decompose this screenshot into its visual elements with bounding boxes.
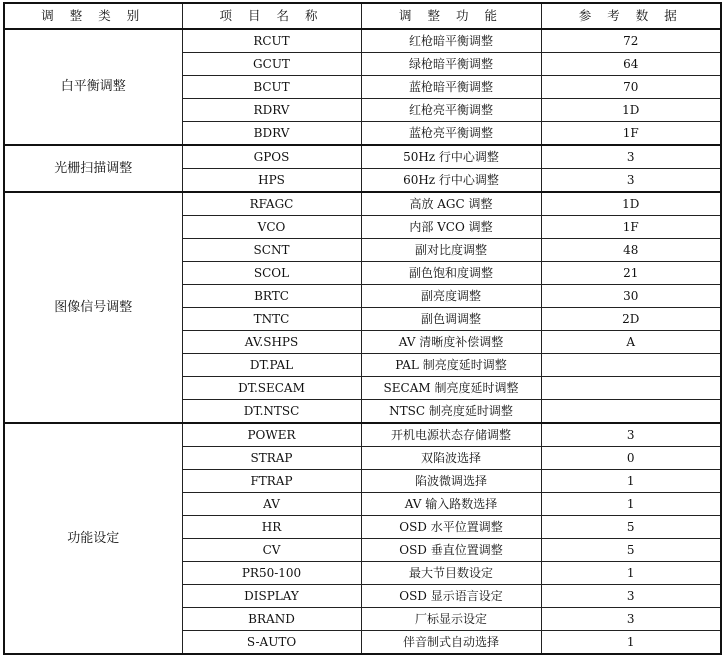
value-cell: 0 [541,447,721,470]
function-cell: 内部 VCO 调整 [361,216,541,239]
function-cell: AV 输入路数选择 [361,493,541,516]
function-cell: OSD 显示语言设定 [361,585,541,608]
value-cell: 21 [541,262,721,285]
value-cell: 3 [541,145,721,169]
item-cell: AV.SHPS [182,331,361,354]
function-cell: 蓝枪亮平衡调整 [361,122,541,146]
header-function: 调 整 功 能 [361,3,541,29]
item-cell: BRTC [182,285,361,308]
item-cell: BDRV [182,122,361,146]
item-cell: GCUT [182,53,361,76]
value-cell: 1D [541,192,721,216]
function-cell: AV 清晰度补偿调整 [361,331,541,354]
value-cell: 1 [541,631,721,655]
header-value: 参 考 数 据 [541,3,721,29]
function-cell: 50Hz 行中心调整 [361,145,541,169]
function-cell: 副亮度调整 [361,285,541,308]
item-cell: AV [182,493,361,516]
function-cell: 绿枪暗平衡调整 [361,53,541,76]
function-cell: NTSC 制亮度延时调整 [361,400,541,424]
function-cell: 双陷波选择 [361,447,541,470]
value-cell: 64 [541,53,721,76]
item-cell: POWER [182,423,361,447]
item-cell: S-AUTO [182,631,361,655]
function-cell: 开机电源状态存储调整 [361,423,541,447]
value-cell: 30 [541,285,721,308]
function-cell: OSD 水平位置调整 [361,516,541,539]
value-cell: 1F [541,216,721,239]
value-cell [541,400,721,424]
value-cell: 1F [541,122,721,146]
category-cell: 图像信号调整 [4,192,182,423]
function-cell: 厂标显示设定 [361,608,541,631]
value-cell: 1 [541,562,721,585]
item-cell: DISPLAY [182,585,361,608]
table-body [4,29,721,654]
item-cell: SCOL [182,262,361,285]
value-cell: 3 [541,423,721,447]
value-cell: 70 [541,76,721,99]
table-row [4,192,721,216]
table-row [4,29,721,53]
function-cell: 蓝枪暗平衡调整 [361,76,541,99]
function-cell: SECAM 制亮度延时调整 [361,377,541,400]
header-row [4,3,721,29]
item-cell: BCUT [182,76,361,99]
function-cell: 副色饱和度调整 [361,262,541,285]
category-cell: 白平衡调整 [4,29,182,145]
value-cell: 1 [541,470,721,493]
value-cell: 72 [541,29,721,53]
item-cell: SCNT [182,239,361,262]
value-cell: 5 [541,539,721,562]
function-cell: 副对比度调整 [361,239,541,262]
value-cell: 5 [541,516,721,539]
item-cell: GPOS [182,145,361,169]
function-cell: PAL 制亮度延时调整 [361,354,541,377]
item-cell: BRAND [182,608,361,631]
item-cell: RFAGC [182,192,361,216]
category-cell: 光栅扫描调整 [4,145,182,192]
item-cell: DT.PAL [182,354,361,377]
item-cell: PR50-100 [182,562,361,585]
item-cell: HPS [182,169,361,193]
item-cell: DT.SECAM [182,377,361,400]
function-cell: 红枪暗平衡调整 [361,29,541,53]
function-cell: 高放 AGC 调整 [361,192,541,216]
adjustment-table [3,2,722,655]
item-cell: FTRAP [182,470,361,493]
value-cell: A [541,331,721,354]
header-category: 调 整 类 别 [4,3,182,29]
function-cell: 60Hz 行中心调整 [361,169,541,193]
table-row [4,145,721,169]
item-cell: CV [182,539,361,562]
value-cell: 3 [541,585,721,608]
value-cell [541,377,721,400]
function-cell: 最大节目数设定 [361,562,541,585]
function-cell: 副色调调整 [361,308,541,331]
function-cell: OSD 垂直位置调整 [361,539,541,562]
value-cell: 1 [541,493,721,516]
item-cell: TNTC [182,308,361,331]
item-cell: RDRV [182,99,361,122]
item-cell: DT.NTSC [182,400,361,424]
value-cell: 1D [541,99,721,122]
function-cell: 陷波微调选择 [361,470,541,493]
header-item: 项 目 名 称 [182,3,361,29]
item-cell: VCO [182,216,361,239]
value-cell: 2D [541,308,721,331]
function-cell: 红枪亮平衡调整 [361,99,541,122]
item-cell: STRAP [182,447,361,470]
function-cell: 伴音制式自动选择 [361,631,541,655]
category-cell: 功能设定 [4,423,182,654]
value-cell: 3 [541,608,721,631]
item-cell: HR [182,516,361,539]
item-cell: RCUT [182,29,361,53]
table-row [4,423,721,447]
value-cell [541,354,721,377]
value-cell: 48 [541,239,721,262]
value-cell: 3 [541,169,721,193]
